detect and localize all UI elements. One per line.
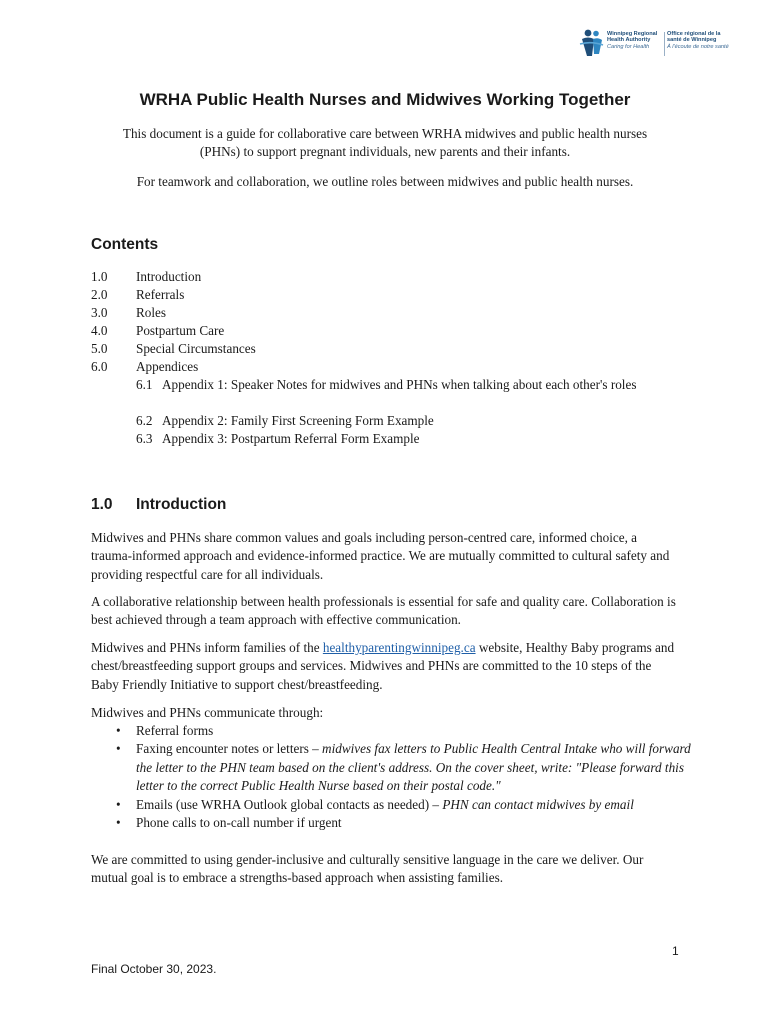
logo-english-text: Winnipeg Regional Health Authority Caring for Health — [607, 31, 658, 50]
intro-teamwork-line: For teamwork and collaboration, we outline roles between midwives and public health nurses. — [136, 174, 634, 189]
wrha-logo — [579, 28, 739, 60]
communicate-lead: Midwives and PHNs communicate through: — [91, 705, 324, 720]
list-item: • Emails (use WRHA Outlook global contacts as needed) – PHN can contact midwives by email — [91, 796, 691, 814]
page-number: 1 — [672, 944, 679, 958]
intro-paragraph: This document is a guide for collaborative care between WRHA midwives and public health nurses (PHNs) to support pregnant individuals, new parents and their infants. — [122, 126, 648, 160]
contents-heading: Contents — [91, 236, 159, 253]
intro-values-paragraph: Midwives and PHNs share common values and goals including person-centred care, informed choice, a trauma-informed approach and evidence-informed practice. We are mutually committed to cultural safety and providing respectful care for all individuals. — [91, 530, 670, 582]
closing-paragraph: We are committed to using gender-inclusive and culturally sensitive language in the care we deliver. Our mutual goal is to embrace a strengths-based approach when assisting families. — [91, 852, 644, 886]
toc-subitem[interactable]: 6.1 Appendix 1: Speaker Notes for midwives and PHNs when talking about each other's roles — [136, 377, 637, 392]
logo-french-text: Office régional de la santé de Winnipeg À l'écoute de notre santé — [667, 31, 729, 50]
footer-date: Final October 30, 2023. — [91, 962, 217, 976]
list-item: • Phone calls to on-call number if urgent — [91, 814, 691, 832]
section-heading: Introduction — [136, 496, 227, 513]
document-title: WRHA Public Health Nurses and Midwives Working Together — [139, 90, 631, 109]
healthyparenting-link[interactable]: healthyparentingwinnipeg.ca — [322, 640, 476, 655]
collaboration-paragraph: A collaborative relationship between health professionals is essential for safe and quality care. Collaboration is best achieved through a team approach with effective communication. — [91, 594, 676, 628]
wrha-figure-icon — [579, 28, 605, 58]
list-item: • Referral forms — [91, 722, 691, 740]
section-number: 1.0 — [91, 496, 113, 513]
list-item: • Faxing encounter notes or letters – midwives fax letters to Public Health Central Intake who will forward the letter to the PHN team based on the client's address. On the cover sheet, write: "Please forward this letter to the correct Public Health Nurse based on their postal code." — [91, 740, 691, 795]
families-paragraph: Midwives and PHNs inform families of the healthyparentingwinnipeg.ca website, Healthy Baby programs and chest/breastfeeding support groups and services. Midwives and PHNs are committed to the 10 steps of the Baby Friendly Initiative to support chest/breastfeeding. — [91, 640, 675, 692]
logo-divider — [664, 32, 665, 56]
